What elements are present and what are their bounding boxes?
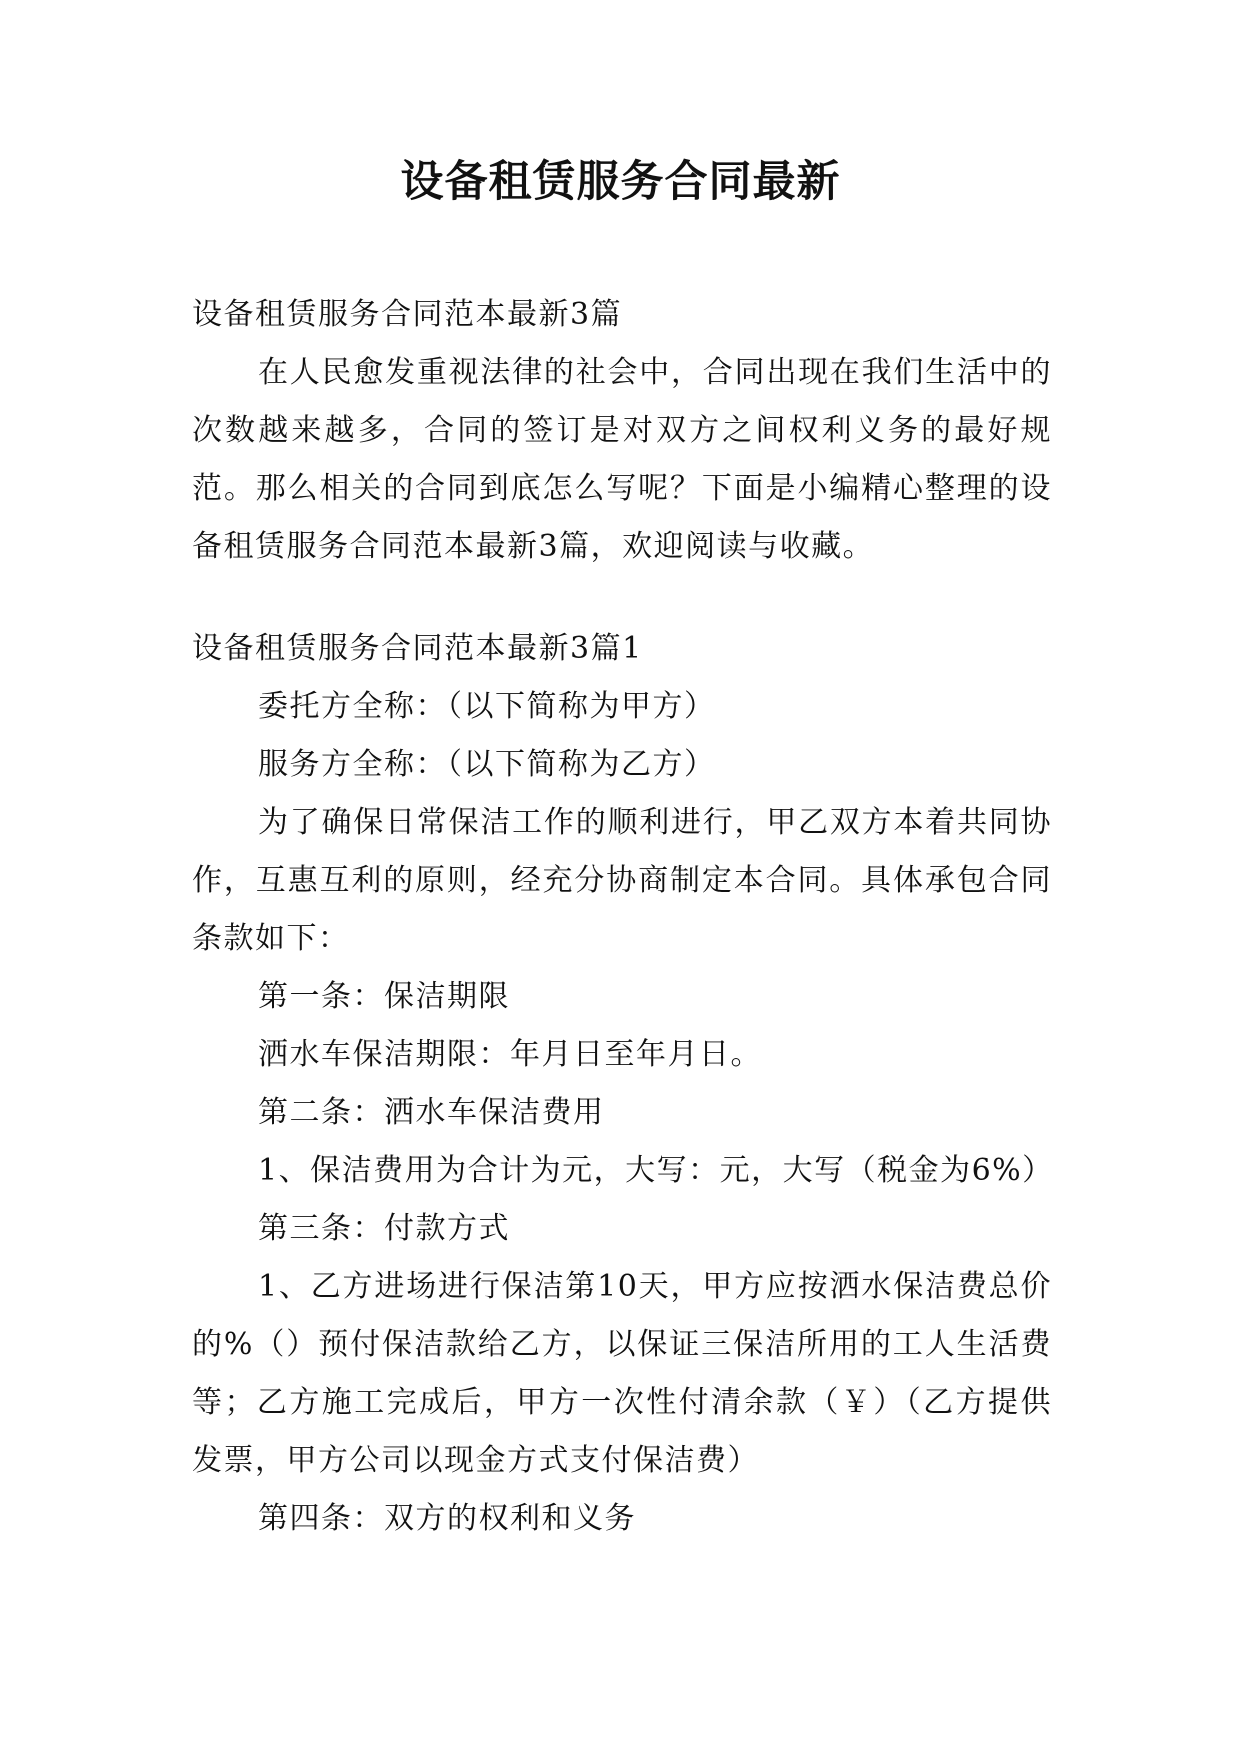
part1-heading: 设备租赁服务合同范本最新3篇1 [192,631,643,666]
section-heading: 设备租赁服务合同范本最新3篇 [192,297,623,332]
article-4-heading: 第四条：双方的权利和义务 [258,1501,636,1536]
intro-paragraph: 在人民愈发重视法律的社会中，合同出现在我们生活中的次数越来越多，合同的签订是对双方之间权利义务的最好规范。那么相关的合同到底怎么写呢？下面是小编精心整理的设备租赁服务合同范本最新3篇，欢迎阅读与收藏。 [192,355,1052,564]
article-2-text: 1、保洁费用为合计为元，大写：元，大写（税金为6%） [258,1153,1054,1188]
party-b-line: 服务方全称：（以下简称为乙方） [258,747,716,782]
document-body [192,286,1052,1548]
article-1-heading: 第一条：保洁期限 [258,979,510,1014]
party-a-line: 委托方全称：（以下简称为甲方） [258,689,716,724]
preamble-paragraph: 为了确保日常保洁工作的顺利进行，甲乙双方本着共同协作，互惠互利的原则，经充分协商制定本合同。具体承包合同条款如下： [192,805,1052,956]
paragraph-gap [192,576,1052,620]
article-1-text: 洒水车保洁期限：年月日至年月日。 [258,1037,762,1072]
article-3-heading: 第三条：付款方式 [258,1211,510,1246]
document-title: 设备租赁服务合同最新 [400,157,841,207]
article-3-text: 1、乙方进场进行保洁第10天，甲方应按洒水保洁费总价的%（）预付保洁款给乙方，以保证三保洁所用的工人生活费等；乙方施工完成后，甲方一次性付清余款（￥）（乙方提供发票，甲方公司以现金方式支付保洁费） [192,1269,1052,1478]
article-2-heading: 第二条：洒水车保洁费用 [258,1095,605,1130]
